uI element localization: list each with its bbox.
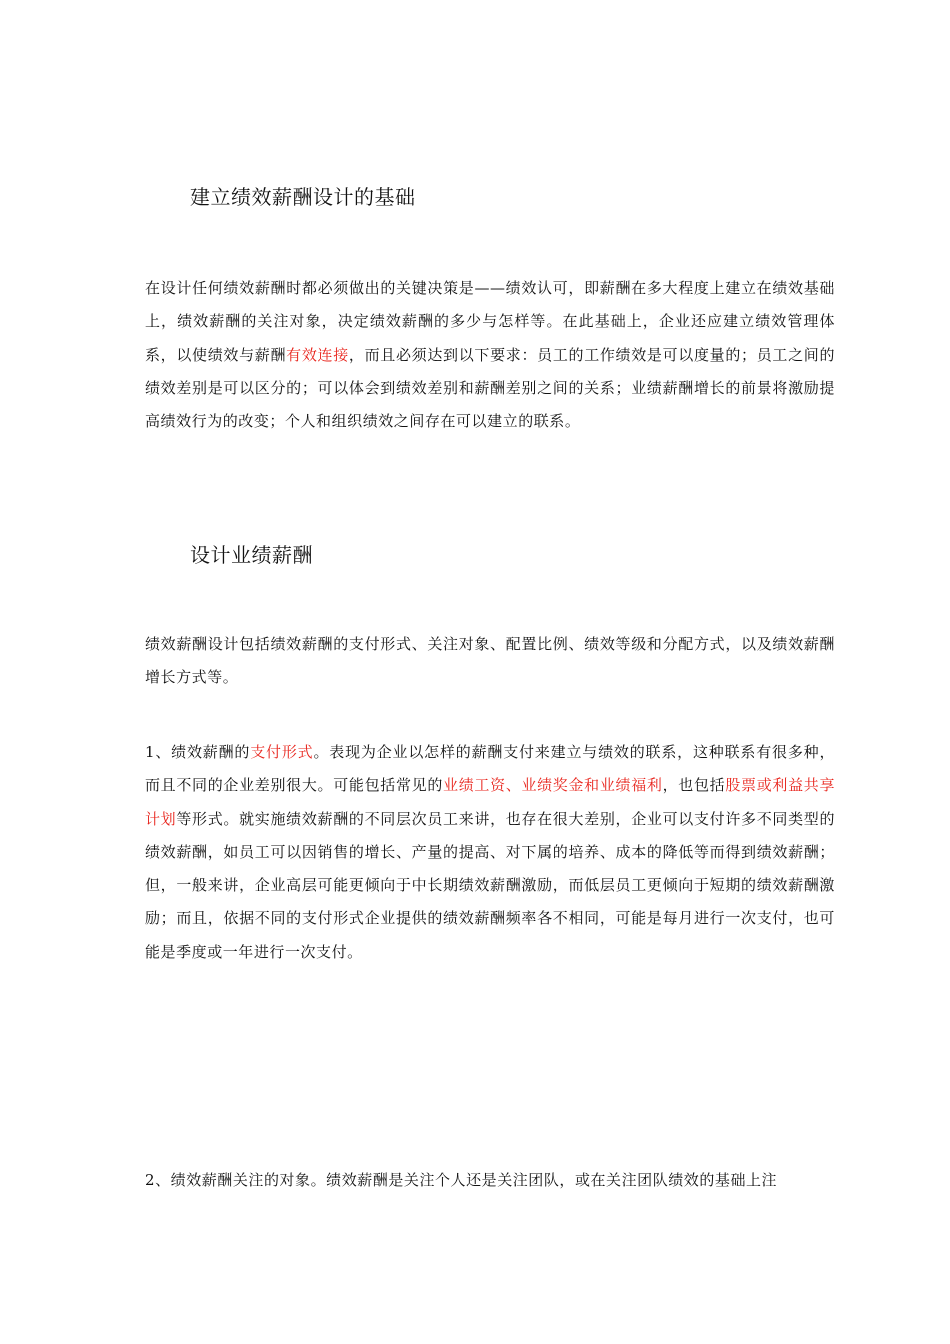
- paragraph-text: 在设计任何绩效薪酬时都必须做出的关键决策是——绩效认可，即薪酬在多大程度上建立在绩效基础上，绩效薪酬的关注对象，决定绩效薪酬的多少与怎样等。在此基础上，企业还应建立绩效管理体系，以使绩效与薪酬: [145, 279, 835, 364]
- paragraph-foundation: [145, 272, 835, 438]
- paragraph-design-intro: 绩效薪酬设计包括绩效薪酬的支付形式、关注对象、配置比例、绩效等级和分配方式，以及绩效薪酬增长方式等。: [145, 635, 835, 687]
- highlight-effective-connection: 有效连接: [286, 345, 349, 364]
- paragraph-text: 等形式。就实施绩效薪酬的不同层次员工来讲，也存在很大差别，企业可以支付许多不同类型的绩效薪酬，如员工可以因销售的增长、产量的提高、对下属的培养、成本的降低等而得到绩效薪酬；但，一般来讲，企业高层可能更倾向于中长期绩效薪酬激励，而低层员工更倾向于短期的绩效薪酬激励；而且，依据不同的支付形式企业提供的绩效薪酬频率各不相同，可能是每月进行一次支付，也可能是季度或一年进行一次支付。: [145, 809, 835, 961]
- paragraph-text: 1、绩效薪酬的: [145, 743, 251, 761]
- paragraph-text: ，也包括: [662, 776, 726, 795]
- highlight-stock-profit-sharing: 股票或利益共享计划: [145, 776, 836, 828]
- paragraph-text: ，而且必须达到以下要求：员工的工作绩效是可以度量的；员工之间的绩效差别是可以区分的；可以体会到绩效差别和薪酬差别之间的关系；业绩薪酬增长的前景将激励提高绩效行为的改变；个人和组织绩效之间存在可以建立的联系。: [145, 345, 836, 431]
- highlight-performance-pay-types: 业绩工资、业绩奖金和业绩福利: [443, 776, 663, 795]
- section-heading-foundation: 建立绩效薪酬设计的基础: [190, 185, 416, 209]
- section-heading-design: 设计业绩薪酬: [190, 543, 313, 567]
- paragraph-text: 。表现为企业以怎样的薪酬支付来建立与绩效的联系，这种联系有很多种，而且不同的企业差别很大。可能包括常见的: [145, 743, 835, 795]
- paragraph-focus-object: 2、绩效薪酬关注的对象。绩效薪酬是关注个人还是关注团队，或在关注团队绩效的基础上注: [145, 1171, 778, 1189]
- paragraph-payment-form: [145, 736, 835, 969]
- highlight-payment-form: 支付形式: [250, 743, 314, 761]
